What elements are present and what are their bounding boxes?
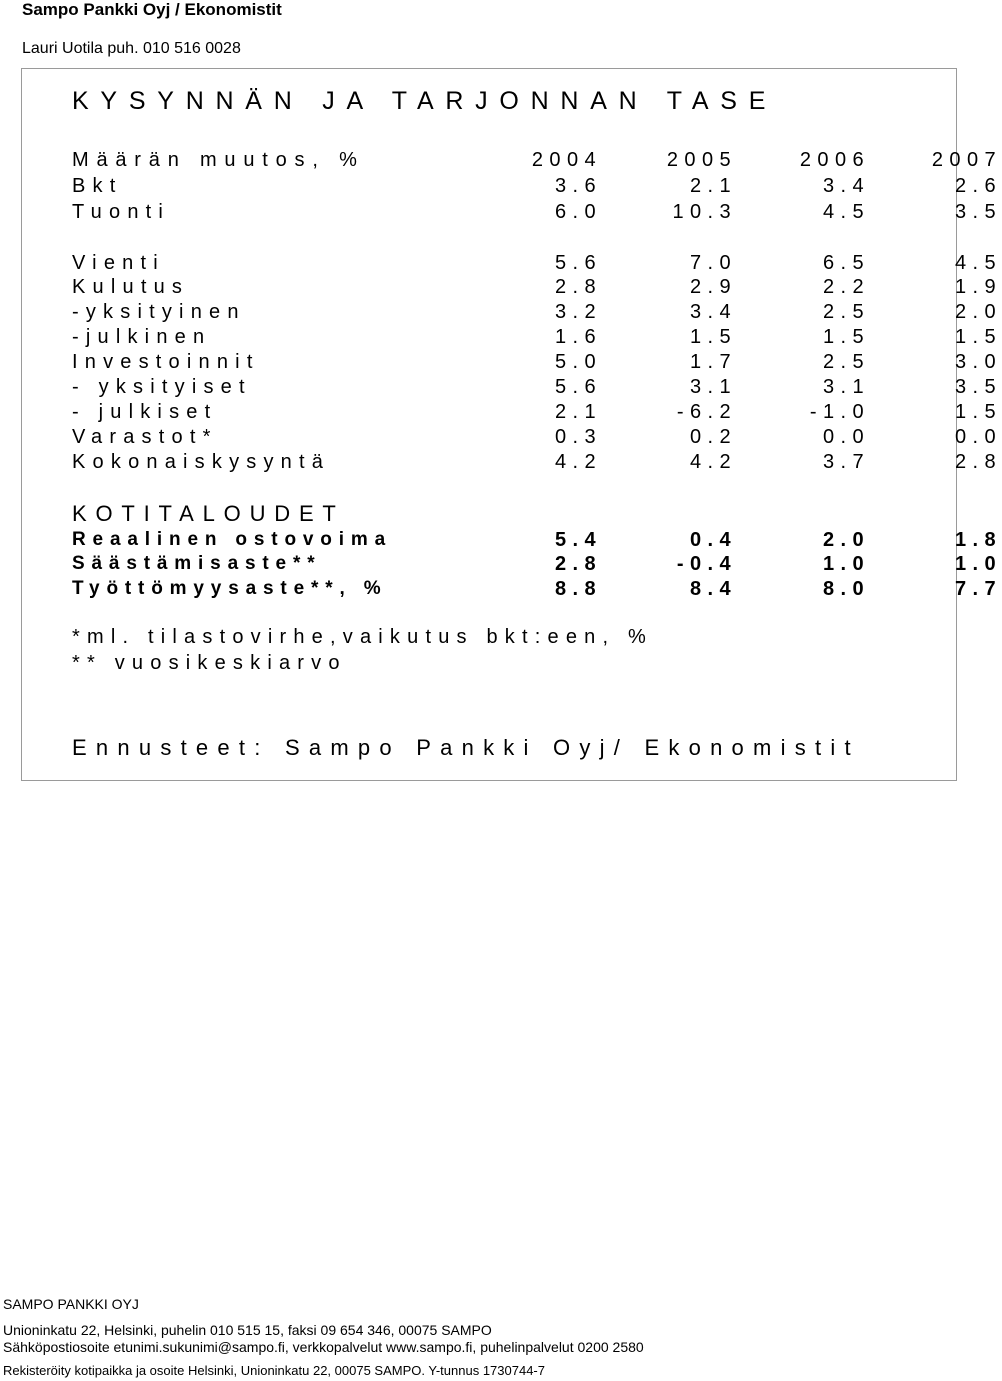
table-row	[72, 578, 1002, 602]
footer-address: Unioninkatu 22, Helsinki, puhelin 010 515 15, faksi 09 654 346, 00075 SAMPO	[3, 1322, 492, 1338]
cell: 5.6	[554, 376, 602, 398]
cell: 3.4	[822, 175, 870, 197]
row-label: Säästämisaste**	[72, 553, 322, 574]
cell: 8.4	[689, 578, 737, 600]
cell: 2.5	[822, 301, 870, 323]
cell: -0.4	[676, 553, 737, 575]
cell: 2.2	[822, 276, 870, 298]
footnote-2: ** vuosikeskiarvo	[72, 652, 347, 674]
year-2007: 2007	[931, 149, 1002, 171]
cell: 2.8	[954, 451, 1002, 473]
cell: 4.2	[554, 451, 602, 473]
cell: 3.7	[822, 451, 870, 473]
cell: 5.0	[554, 351, 602, 373]
cell: 3.4	[689, 301, 737, 323]
cell: 4.5	[954, 252, 1002, 274]
cell: 2.6	[954, 175, 1002, 197]
cell: 6.0	[554, 201, 602, 223]
households-heading: KOTITALOUDET	[72, 501, 345, 526]
row-label: Varastot*	[72, 426, 218, 448]
cell: 2.8	[554, 276, 602, 298]
header-title: Sampo Pankki Oyj / Ekonomistit	[22, 0, 282, 19]
cell: 0.2	[689, 426, 737, 448]
table-row	[72, 351, 1002, 375]
footer-registration: Rekisteröity kotipaikka ja osoite Helsinki, Unioninkatu 22, 00075 SAMPO. Y-tunnus 1730744-7	[3, 1363, 545, 1378]
column-header-label: Määrän muutos, %	[72, 149, 365, 171]
cell: 2.0	[954, 301, 1002, 323]
row-label: Investoinnit	[72, 351, 260, 373]
table-row	[72, 553, 1002, 577]
footer-email: Sähköpostiosoite etunimi.sukunimi@sampo.fi, verkkopalvelut www.sampo.fi, puhelinpalvelut 0200 2580	[3, 1339, 644, 1355]
year-2004: 2004	[531, 149, 602, 171]
cell: 10.3	[672, 201, 737, 223]
cell: 8.8	[554, 578, 602, 600]
cell: -1.0	[809, 401, 870, 423]
cell: 1.9	[954, 276, 1002, 298]
table-row	[72, 426, 1002, 450]
cell: -6.2	[676, 401, 737, 423]
row-label: - julkiset	[72, 401, 218, 423]
cell: 5.4	[554, 529, 602, 551]
row-label: -yksityinen	[72, 301, 246, 323]
cell: 7.7	[954, 578, 1002, 600]
cell: 0.0	[822, 426, 870, 448]
row-label: - yksityiset	[72, 376, 252, 398]
cell: 3.6	[554, 175, 602, 197]
table-row	[72, 451, 1002, 475]
cell: 6.5	[822, 252, 870, 274]
row-label: Kokonaiskysyntä	[72, 451, 331, 473]
cell: 1.6	[554, 326, 602, 348]
header-contact: Lauri Uotila puh. 010 516 0028	[22, 40, 241, 57]
cell: 0.3	[554, 426, 602, 448]
cell: 2.5	[822, 351, 870, 373]
row-label: Kulutus	[72, 276, 190, 298]
table-row	[72, 376, 1002, 400]
cell: 3.1	[822, 376, 870, 398]
cell: 1.5	[689, 326, 737, 348]
row-label: Tuonti	[72, 201, 171, 223]
footer-company: SAMPO PANKKI OYJ	[3, 1296, 139, 1312]
table-row	[72, 276, 1002, 300]
cell: 1.0	[822, 553, 870, 575]
table-row	[72, 175, 1002, 199]
cell: 2.1	[554, 401, 602, 423]
cell: 0.4	[689, 529, 737, 551]
row-label: -julkinen	[72, 326, 212, 348]
table-row	[72, 301, 1002, 325]
cell: 4.5	[822, 201, 870, 223]
cell: 4.2	[689, 451, 737, 473]
row-label: Työttömyysaste**, %	[72, 578, 388, 599]
row-label: Vienti	[72, 252, 165, 274]
cell: 8.0	[822, 578, 870, 600]
cell: 5.6	[554, 252, 602, 274]
table-row	[72, 252, 1002, 276]
year-2006: 2006	[799, 149, 870, 171]
source-note: Ennusteet: Sampo Pankki Oyj/ Ekonomistit	[72, 735, 860, 760]
cell: 7.0	[689, 252, 737, 274]
table-header-row	[72, 149, 1002, 173]
cell: 1.5	[954, 326, 1002, 348]
cell: 1.7	[689, 351, 737, 373]
cell: 2.9	[689, 276, 737, 298]
cell: 2.8	[554, 553, 602, 575]
cell: 3.2	[554, 301, 602, 323]
row-label: Reaalinen ostovoima	[72, 529, 393, 550]
forecast-table-box	[21, 68, 1002, 781]
cell: 3.1	[689, 376, 737, 398]
cell: 1.5	[954, 401, 1002, 423]
table-row	[72, 401, 1002, 425]
cell: 2.0	[822, 529, 870, 551]
cell: 1.8	[954, 529, 1002, 551]
table-row	[72, 201, 1002, 225]
cell: 3.5	[954, 376, 1002, 398]
cell: 3.5	[954, 201, 1002, 223]
table-row	[72, 529, 1002, 553]
cell: 2.1	[689, 175, 737, 197]
cell: 3.0	[954, 351, 1002, 373]
table-row	[72, 326, 1002, 350]
year-2005: 2005	[666, 149, 737, 171]
cell: 1.5	[822, 326, 870, 348]
footnote-1: *ml. tilastovirhe,vaikutus bkt:een, %	[72, 626, 653, 648]
cell: 0.0	[954, 426, 1002, 448]
table-title: KYSYNNÄN JA TARJONNAN TASE	[72, 87, 778, 115]
row-label: Bkt	[72, 175, 123, 197]
cell: 1.0	[954, 553, 1002, 575]
